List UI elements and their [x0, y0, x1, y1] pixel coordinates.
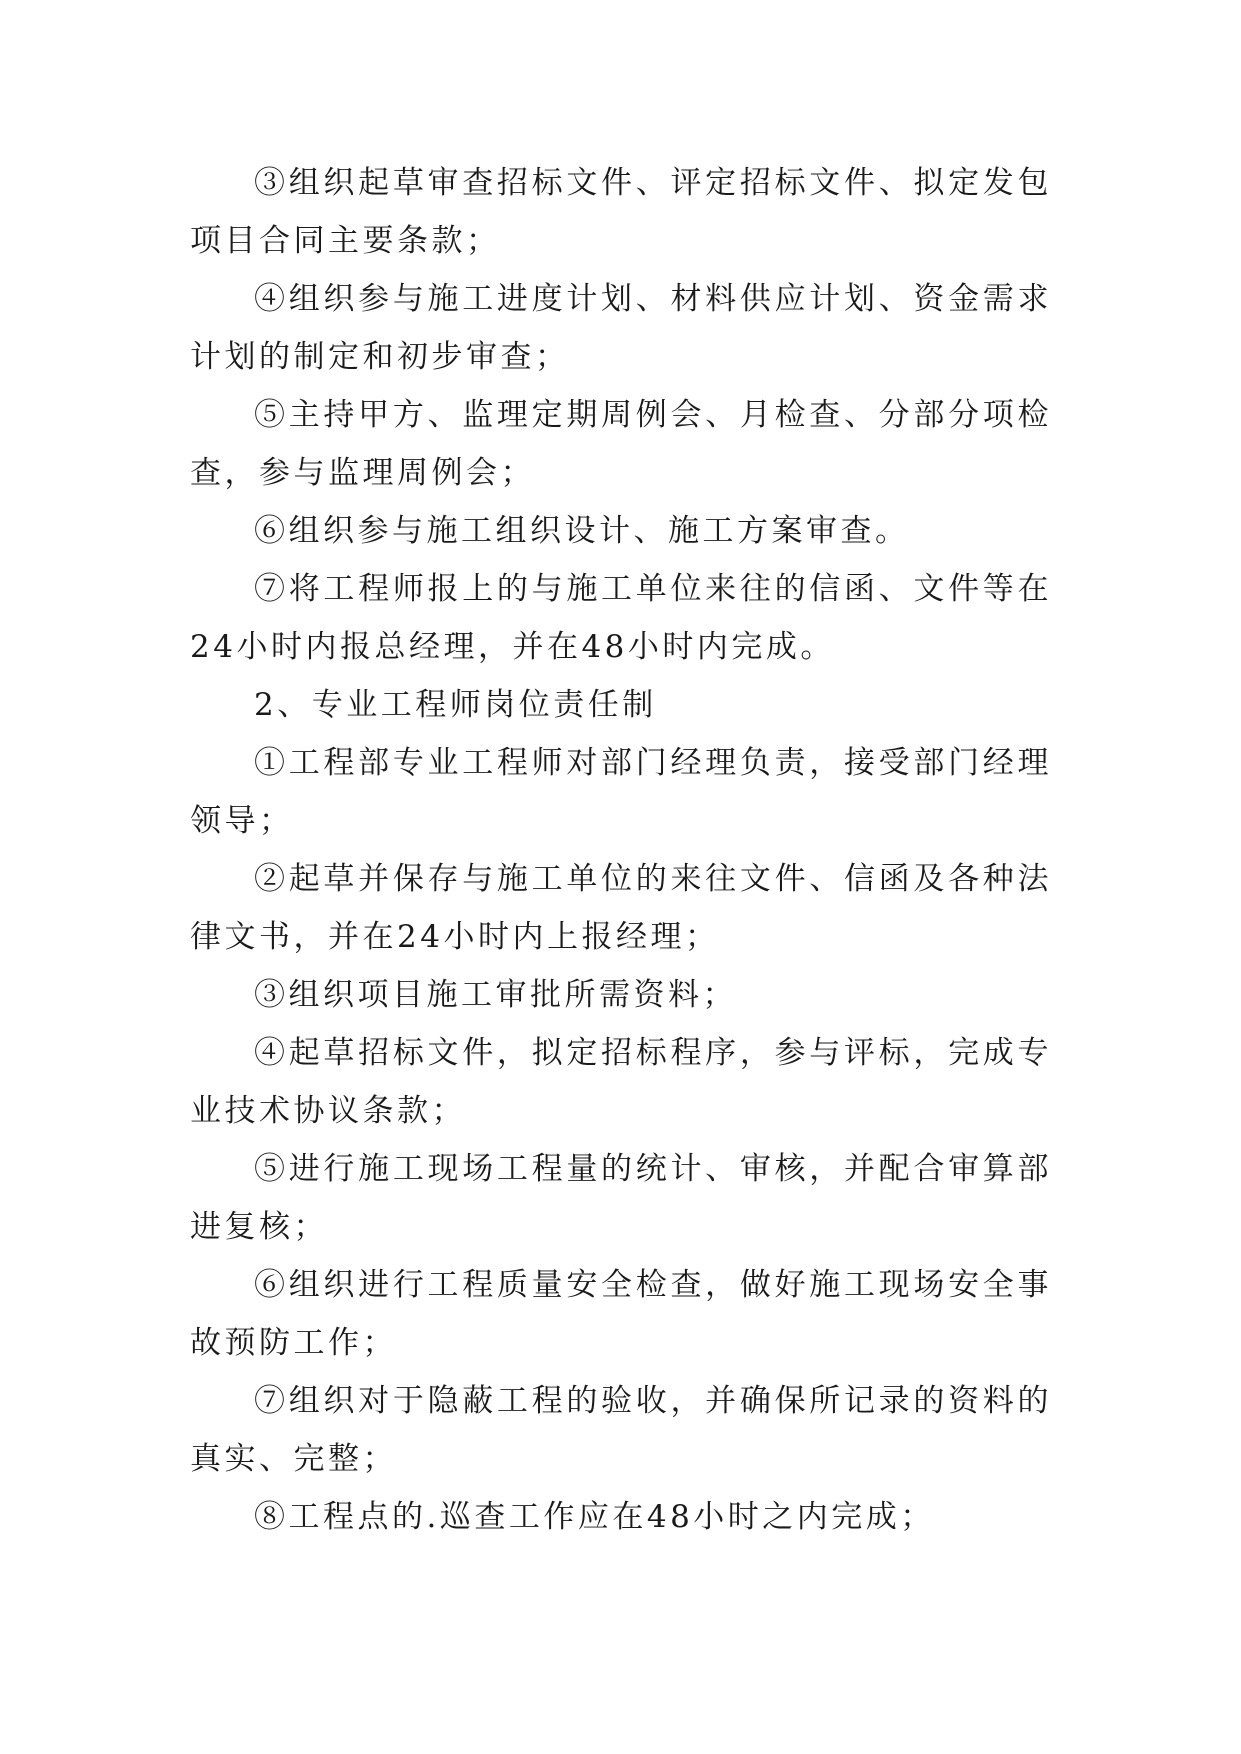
section-heading: 2、专业工程师岗位责任制 — [254, 687, 657, 723]
document-body — [190, 154, 1052, 1546]
paragraph: ⑦组织对于隐蔽工程的验收，并确保所记录的资料的真实、完整； — [190, 1383, 1052, 1477]
paragraph: ⑧工程点的.巡查工作应在48小时之内完成； — [254, 1499, 935, 1535]
paragraph: ④组织参与施工进度计划、材料供应计划、资金需求计划的制定和初步审查； — [190, 281, 1052, 375]
paragraph: ⑥组织参与施工组织设计、施工方案审查。 — [254, 513, 910, 549]
paragraph: ⑤进行施工现场工程量的统计、审核，并配合审算部进复核； — [190, 1151, 1052, 1245]
paragraph: ③组织起草审查招标文件、评定招标文件、拟定发包项目合同主要条款； — [190, 165, 1052, 259]
paragraph: ⑥组织进行工程质量安全检查，做好施工现场安全事故预防工作； — [190, 1267, 1052, 1361]
paragraph: ②起草并保存与施工单位的来往文件、信函及各种法律文书，并在24小时内上报经理； — [190, 861, 1052, 955]
paragraph: ③组织项目施工审批所需资料； — [254, 977, 737, 1013]
paragraph: ①工程部专业工程师对部门经理负责，接受部门经理领导； — [190, 745, 1052, 839]
paragraph: ④起草招标文件，拟定招标程序，参与评标，完成专业技术协议条款； — [190, 1035, 1052, 1129]
paragraph: ⑤主持甲方、监理定期周例会、月检查、分部分项检查，参与监理周例会； — [190, 397, 1052, 491]
paragraph: ⑦将工程师报上的与施工单位来往的信函、文件等在24小时内报总经理，并在48小时内完成。 — [190, 571, 1052, 665]
